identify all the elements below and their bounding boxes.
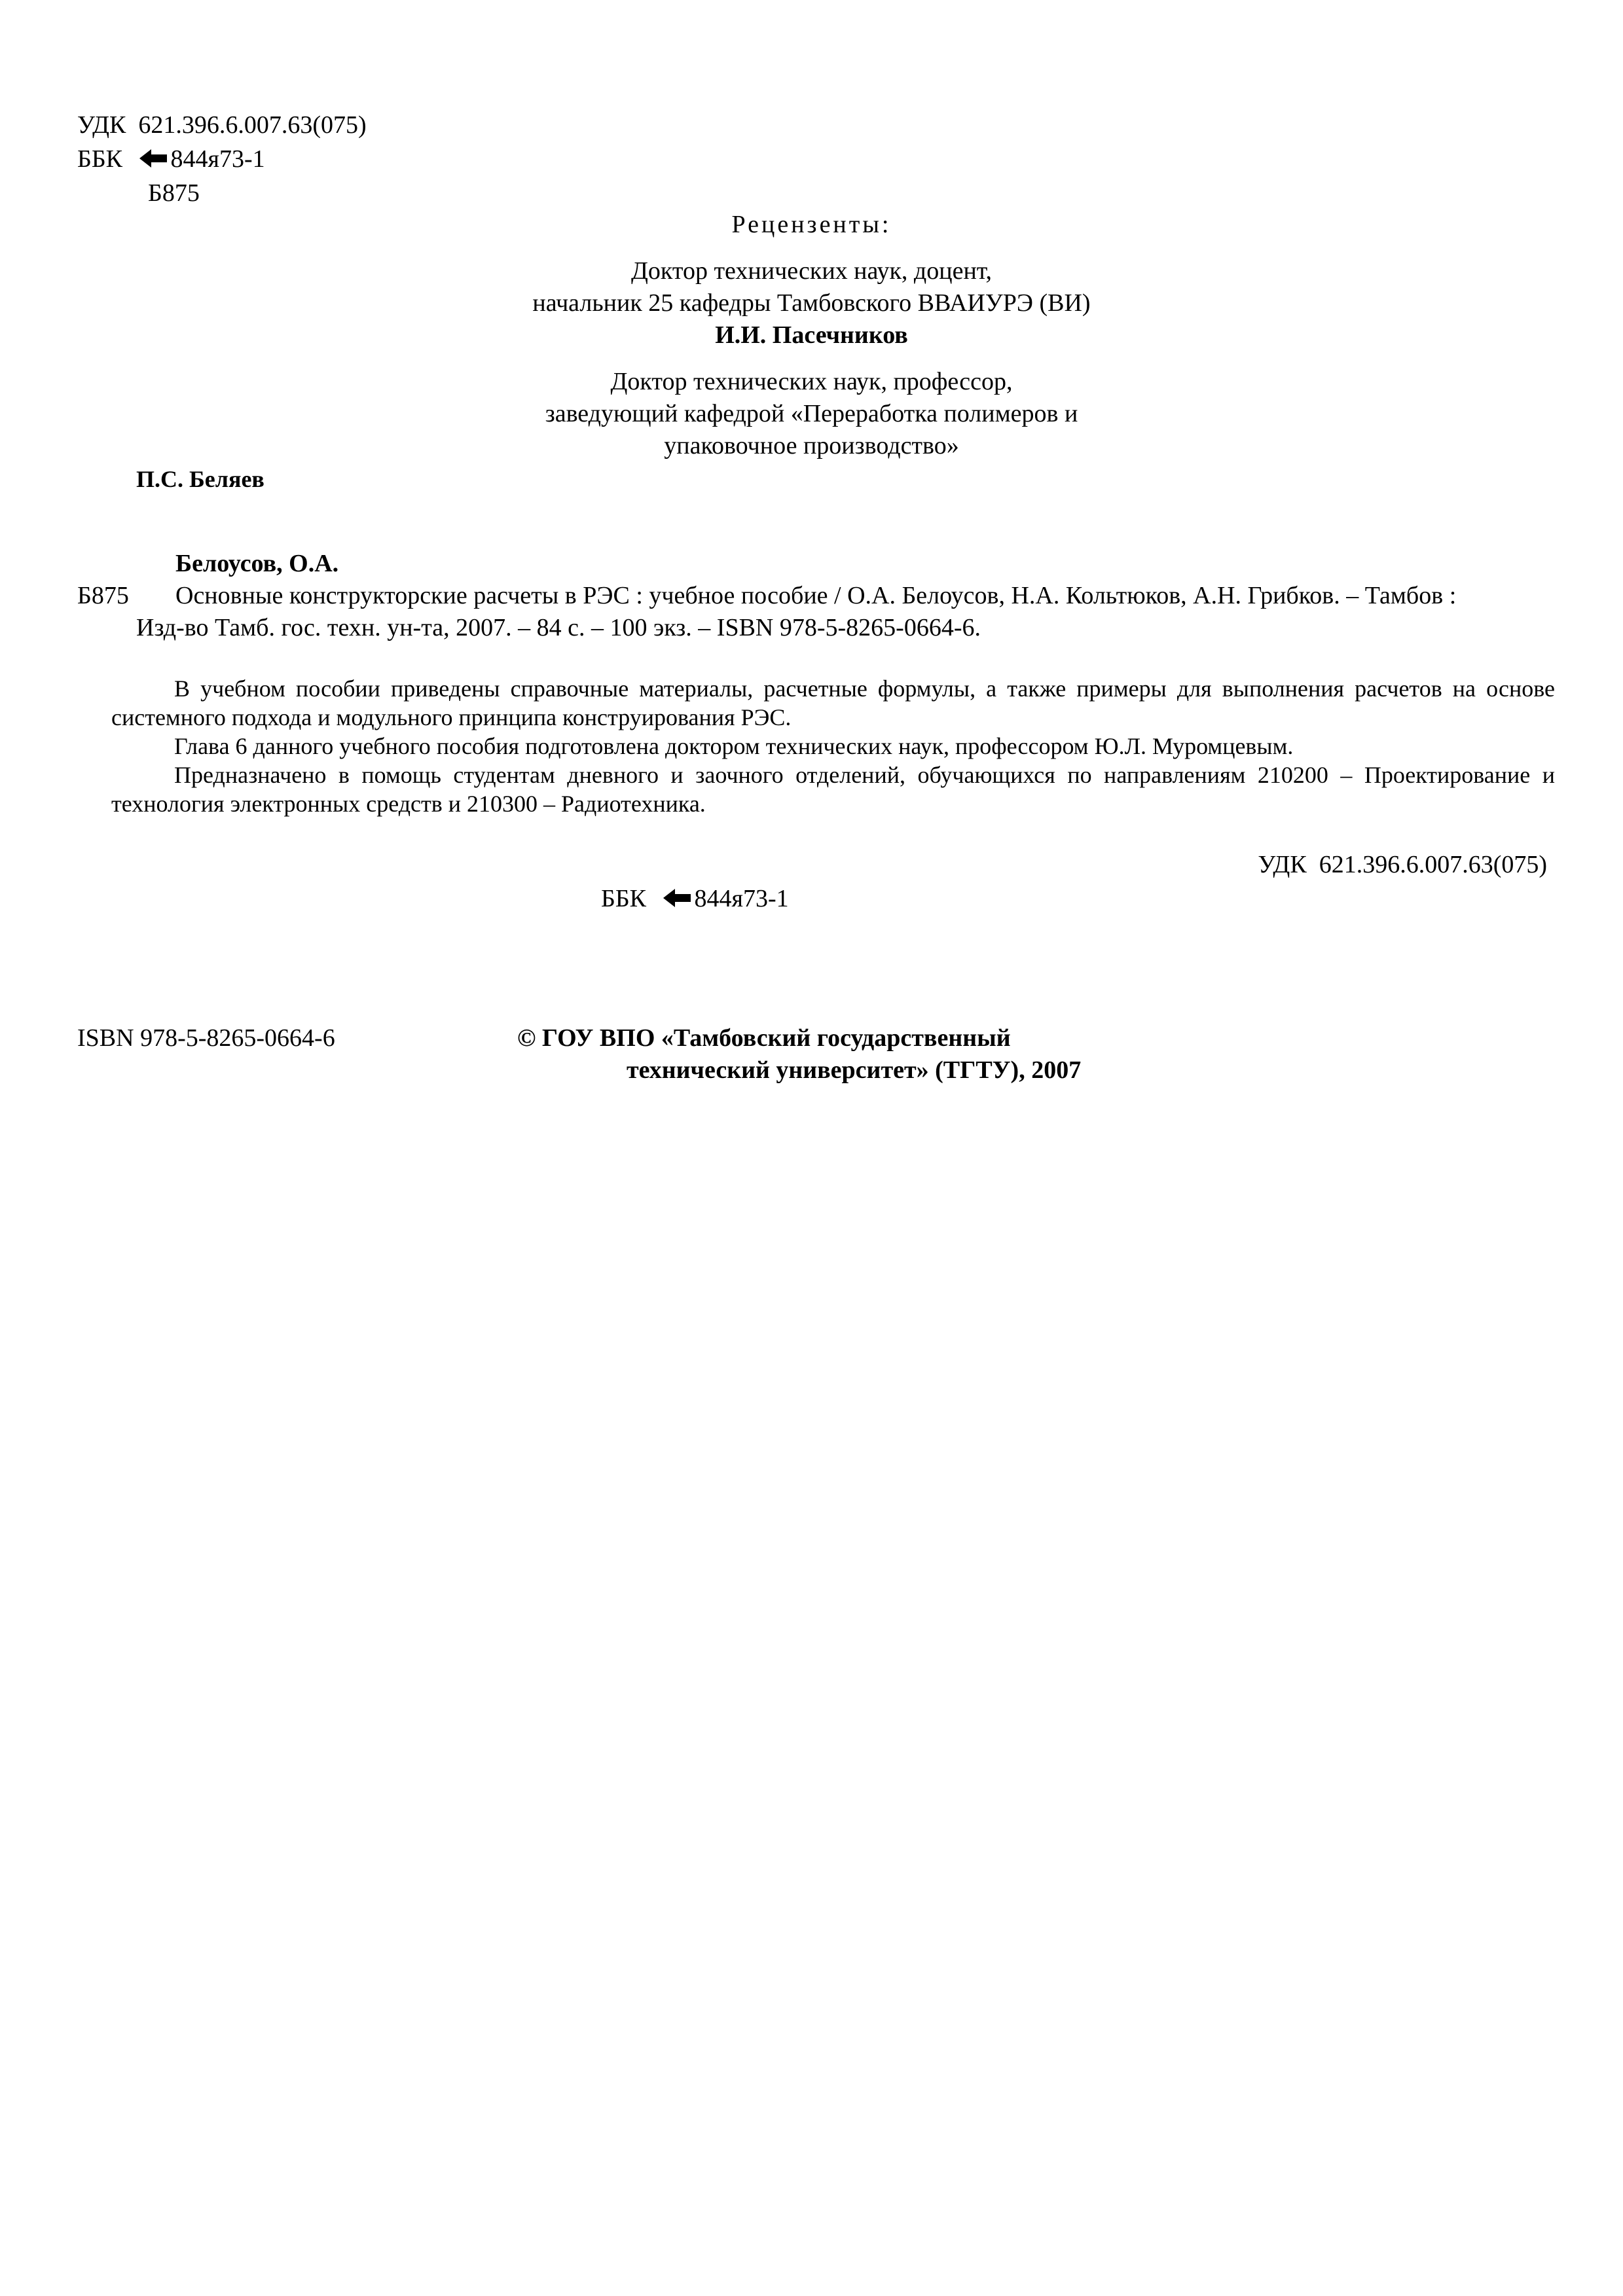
bibliography-line-1: Основные конструкторские расчеты в РЭС : учебное пособие / О.А. Белоусов, Н.А. Кольтюков, А.Н. Грибков. – Тамбов : bbox=[175, 582, 1457, 609]
reviewer-1-line-1: Доктор технических наук, доцент, bbox=[630, 257, 993, 285]
udk-value: 621.396.6.007.63(075) bbox=[138, 111, 367, 139]
footer-udk-value: 621.396.6.007.63(075) bbox=[1319, 851, 1547, 878]
left-arrow-icon bbox=[662, 887, 692, 909]
reviewers-heading: Рецензенты: bbox=[731, 211, 892, 238]
reviewer-2-line-3: упаковочное производство» bbox=[664, 432, 959, 459]
reviewer-2-line-2: заведующий кафедрой «Переработка полимеров и bbox=[545, 400, 1078, 427]
annotation-paragraph-3: Предназначено в помощь студентам дневного и заочного отделений, обучающихся по направлениям 210200 – Проектирование и технология электронных средств и 210300 – Радиотехника. bbox=[111, 762, 1555, 817]
author-mark: Б875 bbox=[148, 179, 200, 207]
bbk-value: 844я73-1 bbox=[170, 145, 265, 173]
annotation bbox=[111, 674, 1555, 818]
footer-bbk-line bbox=[601, 884, 789, 914]
reviewer-2-name: П.С. Беляев bbox=[136, 466, 264, 492]
bibliography-author: Белоусов, О.А. bbox=[175, 550, 339, 577]
footer-bbk-value: 844я73-1 bbox=[694, 885, 789, 912]
reviewer-2-line-1: Доктор технических наук, профессор, bbox=[610, 368, 1013, 395]
isbn: ISBN 978-5-8265-0664-6 bbox=[77, 1024, 335, 1052]
left-arrow-icon bbox=[138, 147, 168, 170]
udk-label: УДК bbox=[77, 111, 126, 139]
footer-bbk-label: ББК bbox=[601, 885, 646, 912]
bbk-line bbox=[77, 144, 265, 174]
bibliography-mark: Б875 bbox=[77, 582, 129, 609]
reviewer-1-name: И.И. Пасечников bbox=[715, 321, 908, 349]
annotation-paragraph-2: Глава 6 данного учебного пособия подготовлена доктором технических наук, профессором Ю.Л. Муромцевым. bbox=[174, 733, 1294, 759]
copyright-line-1: © ГОУ ВПО «Тамбовский государственный bbox=[517, 1024, 1011, 1052]
footer-udk-label: УДК bbox=[1258, 851, 1307, 878]
bibliography-line-2: Изд-во Тамб. гос. техн. ун-та, 2007. – 84 с. – 100 экз. – ISBN 978-5-8265-0664-6. bbox=[136, 614, 981, 641]
annotation-paragraph-1: В учебном пособии приведены справочные материалы, расчетные формулы, а также примеры для выполнения расчетов на основе системного подхода и модульного принципа конструирования РЭС. bbox=[111, 675, 1555, 730]
reviewer-1-line-2: начальник 25 кафедры Тамбовского ВВАИУРЭ (ВИ) bbox=[532, 289, 1091, 317]
footer-udk-line bbox=[1258, 850, 1547, 880]
copyright-line-2: технический университет» (ТГТУ), 2007 bbox=[627, 1056, 1082, 1084]
bbk-label: ББК bbox=[77, 145, 122, 173]
udk-line bbox=[77, 110, 367, 140]
